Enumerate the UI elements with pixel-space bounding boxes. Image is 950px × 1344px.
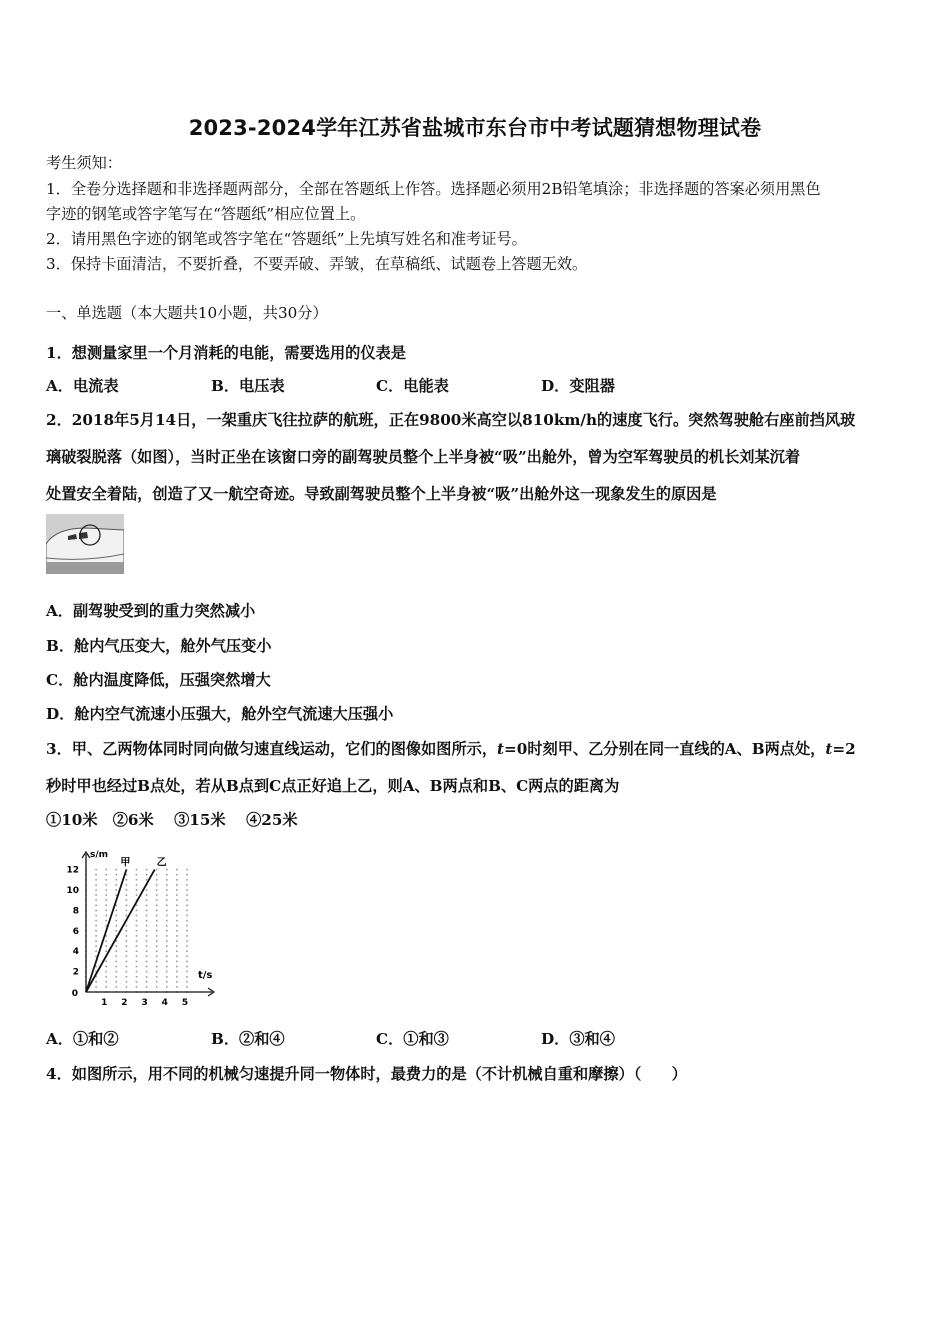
grid-dot [176,869,178,871]
grid-dot [146,945,148,947]
grid-dot [186,894,188,896]
grid-dot [146,966,148,968]
grid-dot [176,940,178,942]
grid-dot [146,961,148,963]
grid-dot [105,894,107,896]
grid-dot [136,935,138,937]
grid-dot [156,879,158,881]
grid-dot [186,930,188,932]
grid-dot [166,950,168,952]
grid-dot [105,910,107,912]
grid-dot [105,905,107,907]
grid-dot [166,956,168,958]
grid-dot [136,966,138,968]
grid-dot [95,930,97,932]
grid-dot [146,894,148,896]
grid-dot [156,945,158,947]
grid-dot [136,920,138,922]
q3-choices: ①10米 ②6米 ③15米 ④25米 [46,811,298,829]
grid-dot [156,884,158,886]
grid-dot [166,966,168,968]
grid-dot [95,894,97,896]
grid-dot [166,879,168,881]
grid-dot [176,874,178,876]
grid-dot [136,950,138,952]
grid-dot [176,966,178,968]
grid-dot [95,920,97,922]
grid-dot [176,986,178,988]
grid-dot [95,915,97,917]
grid-dot [116,986,118,988]
grid-dot [136,930,138,932]
grid-dot [176,894,178,896]
grid-dot [105,976,107,978]
grid-dot [136,961,138,963]
grid-dot [156,874,158,876]
grid-dot [186,905,188,907]
grid-dot [166,961,168,963]
grid-dot [146,986,148,988]
grid-dot [116,884,118,886]
grid-dot [116,961,118,963]
q3-line-1-part-b: =0时刻甲、乙分别在同一直线的A、B两点处， [504,740,826,758]
grid-dot [105,920,107,922]
grid-dot [126,950,128,952]
grid-dot [126,971,128,973]
q3-line-1-part-a: 3．甲、乙两物体同时同向做匀速直线运动，它们的图像如图所示， [46,740,498,758]
grid-dot [166,940,168,942]
grid-dot [116,930,118,932]
grid-dot [146,915,148,917]
q1-stem: 1．想测量家里一个月消耗的电能，需要选用的仪表是 [46,344,406,362]
notice-item-3: 3．保持卡面清洁，不要折叠，不要弄破、弄皱，在草稿纸、试题卷上答题无效。 [46,255,588,273]
graph-grid [85,869,188,993]
grid-dot [146,981,148,983]
grid-dot [156,920,158,922]
grid-dot [146,920,148,922]
grid-dot [95,869,97,871]
grid-dot [186,986,188,988]
grid-dot [126,966,128,968]
grid-dot [146,976,148,978]
grid-dot [166,930,168,932]
y-tick-label: 4 [72,947,79,958]
grid-dot [156,986,158,988]
grid-dot [156,915,158,917]
grid-dot [105,945,107,947]
notice-item-2: 2．请用黑色字迹的钢笔或答字笔在“答题纸”上先填写姓名和准考证号。 [46,230,527,248]
grid-dot [156,940,158,942]
grid-dot [136,925,138,927]
page-title: 2023-2024学年江苏省盐城市东台市中考试题猜想物理试卷 [188,116,762,140]
grid-dot [176,920,178,922]
grid-dot [156,961,158,963]
grid-dot [105,884,107,886]
grid-dot [126,956,128,958]
grid-dot [126,935,128,937]
grid-dot [136,889,138,891]
grid-dot [156,981,158,983]
q4-stem: 4．如图所示，用不同的机械匀速提升同一物体时，最费力的是（不计机械自重和摩擦）（ ） [46,1065,687,1083]
x-tick-label: 0 [71,989,78,999]
q3-line-2: 秒时甲也经过B点处，若从B点到C点正好追上乙，则A、B两点和B、C两点的距离为 [46,777,620,795]
grid-dot [166,920,168,922]
grid-dot [186,956,188,958]
grid-dot [176,905,178,907]
grid-dot [156,971,158,973]
grid-dot [166,976,168,978]
grid-dot [146,956,148,958]
grid-dot [136,956,138,958]
grid-dot [166,981,168,983]
grid-dot [105,879,107,881]
grid-dot [146,925,148,927]
grid-dot [136,940,138,942]
grid-dot [146,935,148,937]
grid-dot [95,910,97,912]
series-label-1: 甲 [120,857,131,869]
q2-line-2: 璃破裂脱落（如图），当时正坐在该窗口旁的副驾驶员整个上半身被“吸”出舱外，曾为空军驾驶员的机长刘某沉着 [46,448,801,466]
grid-dot [116,981,118,983]
grid-dot [136,915,138,917]
grid-dot [186,961,188,963]
grid-dot [176,889,178,891]
grid-dot [186,869,188,871]
notice-item-1-line-2: 字迹的钢笔或答字笔写在“答题纸”相应位置上。 [46,205,366,223]
grid-dot [176,925,178,927]
q1-option-c: C．电能表 [376,377,449,395]
grid-dot [156,930,158,932]
grid-dot [116,950,118,952]
grid-dot [126,905,128,907]
grid-dot [136,981,138,983]
grid-dot [95,925,97,927]
q2-line-3: 处置安全着陆，创造了又一航空奇迹。导致副驾驶员整个上半身被“吸”出舱外这一现象发生的原因是 [46,485,717,503]
grid-dot [95,899,97,901]
grid-dot [146,899,148,901]
grid-dot [166,971,168,973]
grid-dot [95,981,97,983]
x-tick-label: 4 [161,998,168,1008]
grid-dot [186,910,188,912]
x-tick-label: 5 [181,998,189,1008]
grid-dot [166,894,168,896]
grid-dot [146,930,148,932]
grid-dot [95,889,97,891]
y-tick-label: 2 [72,967,79,978]
grid-dot [116,920,118,922]
grid-dot [186,920,188,922]
grid-dot [176,956,178,958]
grid-dot [116,971,118,973]
grid-dot [126,986,128,988]
grid-dot [116,915,118,917]
grid-dot [116,966,118,968]
grid-dot [186,945,188,947]
grid-dot [186,950,188,952]
grid-dot [186,940,188,942]
q3-time-variable: t [497,740,505,758]
grid-dot [176,976,178,978]
grid-dot [146,905,148,907]
q2-option-a: A．副驾驶受到的重力突然减小 [46,602,256,620]
grid-dot [186,879,188,881]
grid-dot [176,879,178,881]
grid-dot [176,950,178,952]
grid-dot [105,889,107,891]
grid-dot [95,935,97,937]
grid-dot [105,986,107,988]
grid-dot [186,925,188,927]
grid-dot [186,966,188,968]
q3-option-b: B．②和④ [211,1030,285,1048]
grid-dot [186,976,188,978]
grid-dot [126,961,128,963]
q2-line-1: 2．2018年5月14日，一架重庆飞往拉萨的航班，正在9800米高空以810km/h的速度飞行。突然驾驶舱右座前挡风玻 [46,411,856,429]
q1-option-d: D．变阻器 [541,377,615,395]
grid-dot [156,935,158,937]
q3-time-variable-2: t [825,740,833,758]
grid-dot [105,981,107,983]
grid-dot [166,869,168,871]
grid-dot [176,930,178,932]
q3-line-1-part-c: =2 [832,740,856,758]
grid-dot [136,884,138,886]
grid-dot [156,956,158,958]
grid-dot [126,945,128,947]
grid-dot [156,966,158,968]
grid-dot [95,950,97,952]
x-tick-label: 3 [141,998,148,1008]
grid-dot [126,899,128,901]
y-axis-label: s/m [90,850,109,860]
grid-dot [95,879,97,881]
grid-dot [146,910,148,912]
grid-dot [146,869,148,871]
grid-dot [156,869,158,871]
grid-dot [176,910,178,912]
grid-dot [105,940,107,942]
q1-option-b: B．电压表 [211,377,285,395]
grid-dot [166,899,168,901]
grid-dot [136,879,138,881]
series-label-2: 乙 [156,857,167,869]
grid-dot [116,945,118,947]
grid-dot [186,915,188,917]
grid-dot [186,971,188,973]
grid-dot [95,940,97,942]
grid-dot [95,945,97,947]
grid-dot [126,889,128,891]
grid-dot [146,889,148,891]
grid-dot [116,879,118,881]
grid-dot [116,976,118,978]
grid-dot [146,971,148,973]
grid-dot [176,945,178,947]
grid-dot [176,884,178,886]
grid-dot [126,915,128,917]
grid-dot [105,966,107,968]
grid-dot [116,889,118,891]
x-tick-label: 2 [121,998,128,1008]
grid-dot [126,976,128,978]
grid-dot [176,899,178,901]
grid-dot [146,940,148,942]
grid-dot [156,910,158,912]
q2-option-c: C．舱内温度降低，压强突然增大 [46,671,271,689]
grid-dot [105,971,107,973]
grid-dot [126,884,128,886]
q3-option-d: D．③和④ [541,1030,615,1048]
grid-dot [166,925,168,927]
y-tick-label: 8 [72,906,79,917]
grid-dot [105,961,107,963]
grid-dot [186,874,188,876]
grid-dot [156,976,158,978]
grid-dot [136,874,138,876]
grid-dot [126,910,128,912]
q3-line-1 [46,738,856,759]
grid-dot [105,874,107,876]
grid-dot [116,874,118,876]
grid-dot [146,874,148,876]
grid-dot [166,889,168,891]
y-tick-label: 12 [66,865,79,876]
grid-dot [95,986,97,988]
grid-dot [95,874,97,876]
x-axis-label: t/s [198,970,213,981]
grid-dot [95,884,97,886]
q3-option-c: C．①和③ [376,1030,449,1048]
s-t-graph [60,844,225,1009]
grid-dot [116,956,118,958]
grid-dot [136,869,138,871]
grid-dot [105,915,107,917]
grid-dot [166,935,168,937]
grid-dot [116,925,118,927]
airplane-cockpit-photo [46,514,124,574]
grid-dot [176,971,178,973]
grid-dot [116,910,118,912]
grid-dot [136,986,138,988]
grid-dot [166,874,168,876]
grid-dot [186,889,188,891]
grid-dot [166,915,168,917]
grid-dot [105,899,107,901]
y-tick-label: 6 [72,926,79,937]
grid-dot [186,899,188,901]
grid-dot [136,910,138,912]
grid-dot [95,905,97,907]
grid-dot [156,899,158,901]
grid-dot [166,945,168,947]
grid-dot [126,894,128,896]
grid-dot [166,910,168,912]
grid-dot [156,889,158,891]
grid-dot [156,925,158,927]
grid-dot [166,884,168,886]
y-tick-label: 10 [66,886,79,896]
grid-dot [136,894,138,896]
grid-dot [156,905,158,907]
grid-dot [136,945,138,947]
grid-dot [136,976,138,978]
x-tick-label: 1 [101,998,108,1008]
q2-option-b: B．舱内气压变大，舱外气压变小 [46,637,272,655]
grid-dot [186,884,188,886]
grid-dot [176,981,178,983]
grid-dot [126,930,128,932]
grid-dot [146,879,148,881]
grid-dot [176,915,178,917]
grid-dot [105,950,107,952]
grid-dot [136,971,138,973]
q3-option-a: A．①和② [46,1030,119,1048]
grid-dot [126,925,128,927]
grid-dot [146,950,148,952]
section-heading: 一、单选题（本大题共10小题，共30分） [46,304,328,322]
notice-heading: 考生须知： [46,154,122,172]
grid-dot [156,894,158,896]
notice-item-1-line-1: 1．全卷分选择题和非选择题两部分，全部在答题纸上作答。选择题必须用2B铅笔填涂；非选择题的答案必须用黑色 [46,180,821,198]
grid-dot [176,935,178,937]
grid-dot [176,961,178,963]
grid-dot [126,879,128,881]
q2-option-d: D．舱内空气流速小压强大，舱外空气流速大压强小 [46,705,394,723]
grid-dot [156,950,158,952]
q1-option-a: A．电流表 [46,377,119,395]
grid-dot [126,940,128,942]
grid-dot [116,869,118,871]
grid-dot [105,869,107,871]
grid-dot [186,935,188,937]
grid-dot [186,981,188,983]
grid-dot [126,981,128,983]
grid-dot [166,905,168,907]
grid-dot [166,986,168,988]
